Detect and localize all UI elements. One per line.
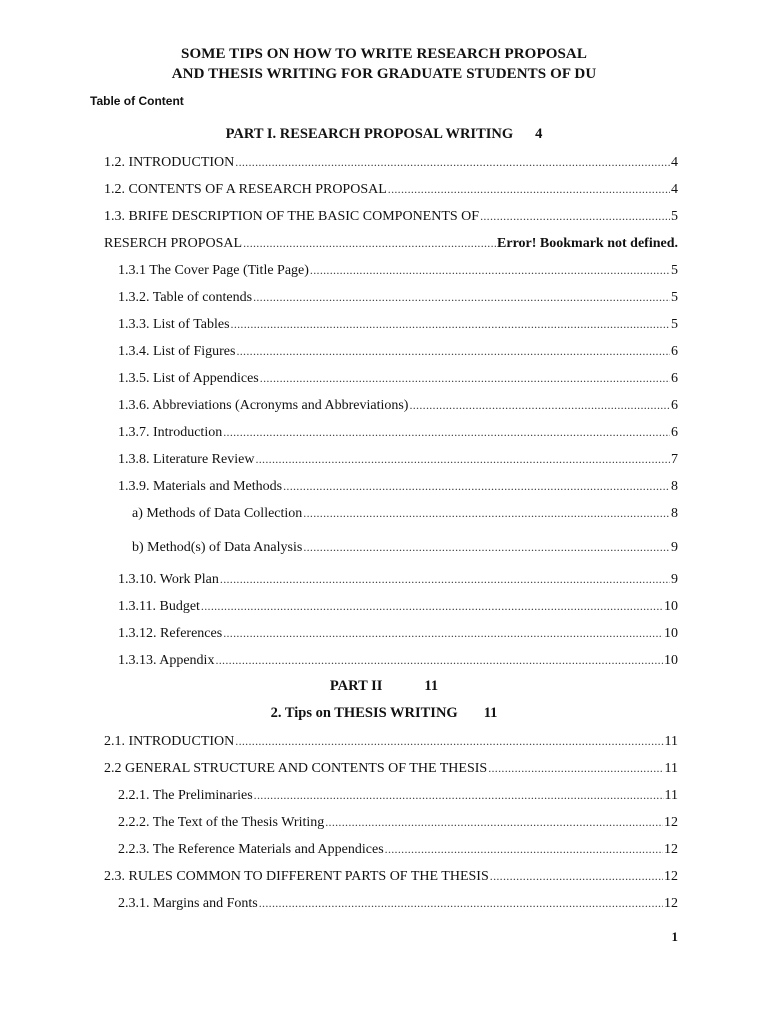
toc-entry-page: 9: [671, 572, 678, 587]
toc-entry-label: 1.3.11. Budget: [118, 599, 200, 614]
toc-entry-page: 10: [664, 653, 678, 668]
toc-entry-page: 4: [671, 182, 678, 197]
toc-entry-label: 1.3.3. List of Tables: [118, 317, 230, 332]
toc-entry-label: 1.3.1 The Cover Page (Title Page): [118, 263, 309, 278]
toc-entry-label: 1.3.8. Literature Review: [118, 452, 255, 467]
part2-subheading: [0, 705, 768, 722]
dot-leader: [490, 867, 663, 885]
toc-entry-page: 12: [664, 842, 678, 857]
toc-entry[interactable]: [118, 261, 678, 279]
part1-heading: [0, 126, 768, 143]
toc-entry[interactable]: [104, 732, 678, 750]
part2-heading: [0, 678, 768, 695]
toc-entry-label: 1.3.5. List of Appendices: [118, 371, 259, 386]
toc-entry-label: a) Methods of Data Collection: [132, 506, 303, 521]
toc-entry[interactable]: [118, 651, 678, 669]
toc-entry-label: b) Method(s) of Data Analysis: [132, 540, 303, 555]
toc-entry[interactable]: [118, 288, 678, 306]
dot-leader: [243, 234, 496, 252]
toc-entry-label: 1.3.13. Appendix: [118, 653, 215, 668]
toc-entry[interactable]: [118, 342, 678, 360]
toc-entry-page: 11: [664, 761, 678, 776]
toc-entry[interactable]: [104, 759, 678, 777]
toc-entry-label: 2.2.3. The Reference Materials and Appendices: [118, 842, 384, 857]
toc-entry-label: 2.2 GENERAL STRUCTURE AND CONTENTS OF THE THESIS: [104, 761, 488, 776]
toc-entry-label: 2.3. RULES COMMON TO DIFFERENT PARTS OF THE THESIS: [104, 869, 489, 884]
dot-leader: [235, 732, 663, 750]
toc-entry-label: 1.3.6. Abbreviations (Acronyms and Abbreviations): [118, 398, 409, 413]
toc-entry-page: 12: [664, 896, 678, 911]
toc-entry-page: 5: [671, 209, 678, 224]
toc-heading: Table of Content: [90, 94, 184, 108]
toc-entry-label: 2.1. INTRODUCTION: [104, 734, 235, 749]
toc-entry-label: 1.3.4. List of Figures: [118, 344, 236, 359]
dot-leader: [255, 450, 670, 468]
document-title-line-2: AND THESIS WRITING FOR GRADUATE STUDENTS OF DU: [171, 66, 597, 82]
toc-entry-label: 1.2. INTRODUCTION: [104, 155, 235, 170]
toc-entry-page: 7: [671, 452, 678, 467]
toc-entry[interactable]: [104, 153, 678, 171]
toc-entry[interactable]: [118, 813, 678, 831]
toc-entry-page: 10: [664, 626, 678, 641]
dot-leader: [480, 207, 670, 225]
toc-entry[interactable]: [118, 840, 678, 858]
toc-entry-page: 8: [671, 506, 678, 521]
dot-leader: [201, 597, 663, 615]
toc-entry-page: 6: [671, 371, 678, 386]
dot-leader: [388, 180, 670, 198]
dot-leader: [223, 423, 670, 441]
toc-entry[interactable]: [118, 570, 678, 588]
bookmark-error-text: Error! Bookmark not defined.: [497, 236, 678, 251]
toc-entry[interactable]: [118, 624, 678, 642]
part1-page: 4: [535, 126, 543, 142]
toc-entry[interactable]: [118, 396, 678, 414]
dot-leader: [385, 840, 663, 858]
toc-entry-page: 12: [664, 869, 678, 884]
toc-entry[interactable]: [118, 369, 678, 387]
toc-entry-page: 6: [671, 398, 678, 413]
part2-sub-title: 2. Tips on THESIS WRITING: [270, 705, 458, 721]
toc-entry[interactable]: [132, 504, 678, 522]
toc-entry-page: 10: [664, 599, 678, 614]
toc-entry[interactable]: [118, 423, 678, 441]
toc-entry-error[interactable]: [104, 234, 678, 252]
toc-entry[interactable]: [118, 450, 678, 468]
dot-leader: [236, 342, 670, 360]
toc-entry[interactable]: [118, 786, 678, 804]
toc-entry-label: 1.3.12. References: [118, 626, 223, 641]
toc-entry[interactable]: [118, 315, 678, 333]
dot-leader: [303, 504, 670, 522]
dot-leader: [254, 786, 664, 804]
dot-leader: [223, 624, 663, 642]
toc-entry[interactable]: [132, 538, 678, 556]
toc-entry[interactable]: [118, 597, 678, 615]
dot-leader: [488, 759, 663, 777]
toc-entry-page: 6: [671, 344, 678, 359]
part2-title: PART II: [329, 678, 383, 694]
dot-leader: [220, 570, 670, 588]
toc-entry-label: 1.3.10. Work Plan: [118, 572, 219, 587]
part2-page: 11: [424, 678, 439, 694]
page-number: 1: [671, 929, 678, 944]
toc-entry-page: 12: [664, 815, 678, 830]
dot-leader: [231, 315, 670, 333]
dot-leader: [235, 153, 670, 171]
toc-entry-label: 1.3.2. Table of contends: [118, 290, 253, 305]
toc-entry[interactable]: [118, 894, 678, 912]
toc-entry-page: 8: [671, 479, 678, 494]
toc-entry[interactable]: [104, 867, 678, 885]
toc-entry-page: 6: [671, 425, 678, 440]
dot-leader: [325, 813, 663, 831]
document-title-line-1: SOME TIPS ON HOW TO WRITE RESEARCH PROPOSAL: [181, 46, 587, 62]
part1-title: PART I. RESEARCH PROPOSAL WRITING: [225, 126, 514, 142]
toc-entry-label: 2.2.2. The Text of the Thesis Writing: [118, 815, 325, 830]
toc-entry[interactable]: [118, 477, 678, 495]
toc-entry-page: 5: [671, 290, 678, 305]
part2-sub-page: 11: [483, 705, 498, 721]
toc-entry-label: 1.3. BRIFE DESCRIPTION OF THE BASIC COMPONENTS OF: [104, 209, 480, 224]
toc-entry-label: 1.3.9. Materials and Methods: [118, 479, 283, 494]
toc-entry[interactable]: [104, 207, 678, 225]
toc-entry-label: 1.3.7. Introduction: [118, 425, 223, 440]
dot-leader: [253, 288, 670, 306]
toc-entry-label: 2.3.1. Margins and Fonts: [118, 896, 258, 911]
toc-entry-page: 4: [671, 155, 678, 170]
toc-entry-page: 11: [664, 734, 678, 749]
dot-leader: [283, 477, 670, 495]
toc-entry-page: 5: [671, 263, 678, 278]
dot-leader: [310, 261, 670, 279]
toc-entry[interactable]: [104, 180, 678, 198]
toc-entry-page: 11: [664, 788, 678, 803]
dot-leader: [409, 396, 670, 414]
toc-entry-page: 9: [671, 540, 678, 555]
dot-leader: [215, 651, 663, 669]
dot-leader: [260, 369, 670, 387]
toc-entry-page: 5: [671, 317, 678, 332]
toc-entry-label: 1.2. CONTENTS OF A RESEARCH PROPOSAL: [104, 182, 387, 197]
toc-entry-label: RESERCH PROPOSAL: [104, 236, 243, 251]
dot-leader: [303, 538, 670, 556]
toc-entry-label: 2.2.1. The Preliminaries: [118, 788, 253, 803]
dot-leader: [259, 894, 663, 912]
